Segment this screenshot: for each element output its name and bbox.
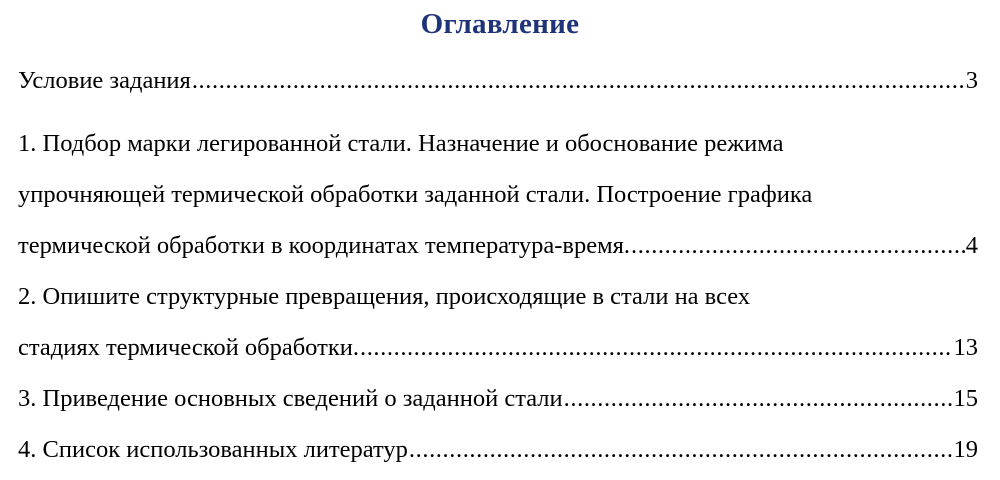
toc-entry-line bbox=[18, 58, 978, 104]
toc-entry-section-3[interactable] bbox=[18, 373, 978, 424]
toc-entry-title-continued: термической обработки в координатах температура-время. bbox=[18, 232, 631, 259]
toc-page-number: 19 bbox=[953, 436, 978, 463]
toc-entry-title: 1. Подбор марки легированной стали. Назначение и обоснование режима bbox=[18, 130, 784, 157]
toc-page-number: 4 bbox=[965, 232, 978, 259]
toc-entry-line bbox=[18, 373, 978, 424]
toc-entry-title: 2. Опишите структурные превращения, происходящие в стали на всех bbox=[18, 283, 751, 310]
toc-entry-line bbox=[18, 169, 978, 220]
dot-leader bbox=[631, 220, 965, 271]
table-of-contents bbox=[18, 58, 978, 475]
dot-leader bbox=[192, 58, 965, 104]
toc-entry-title: 3. Приведение основных сведений о заданной стали bbox=[18, 385, 563, 412]
toc-entry-conditions[interactable] bbox=[18, 58, 978, 104]
toc-entry-title: Условие задания bbox=[18, 67, 191, 94]
toc-entry-line bbox=[18, 424, 978, 475]
toc-entry-line bbox=[18, 220, 978, 271]
toc-entry-title: 4. Список использованных литератур bbox=[18, 436, 408, 463]
toc-entry-line bbox=[18, 118, 978, 169]
toc-page-number: 3 bbox=[965, 67, 978, 94]
toc-entry-section-2[interactable] bbox=[18, 271, 978, 373]
toc-entry-section-1[interactable] bbox=[18, 118, 978, 271]
toc-entry-title-continued: стадиях термической обработки. bbox=[18, 334, 359, 361]
toc-entry-line bbox=[18, 271, 978, 322]
toc-page-number: 13 bbox=[953, 334, 978, 361]
toc-title: Оглавление bbox=[420, 8, 580, 40]
dot-leader bbox=[564, 373, 953, 424]
dot-leader bbox=[360, 322, 953, 373]
toc-entry-title-continued: упрочняющей термической обработки заданной стали. Построение графика bbox=[18, 181, 813, 208]
dot-leader bbox=[409, 424, 953, 475]
toc-entry-line bbox=[18, 322, 978, 373]
toc-page-number: 15 bbox=[953, 385, 978, 412]
toc-entry-section-4[interactable] bbox=[18, 424, 978, 475]
